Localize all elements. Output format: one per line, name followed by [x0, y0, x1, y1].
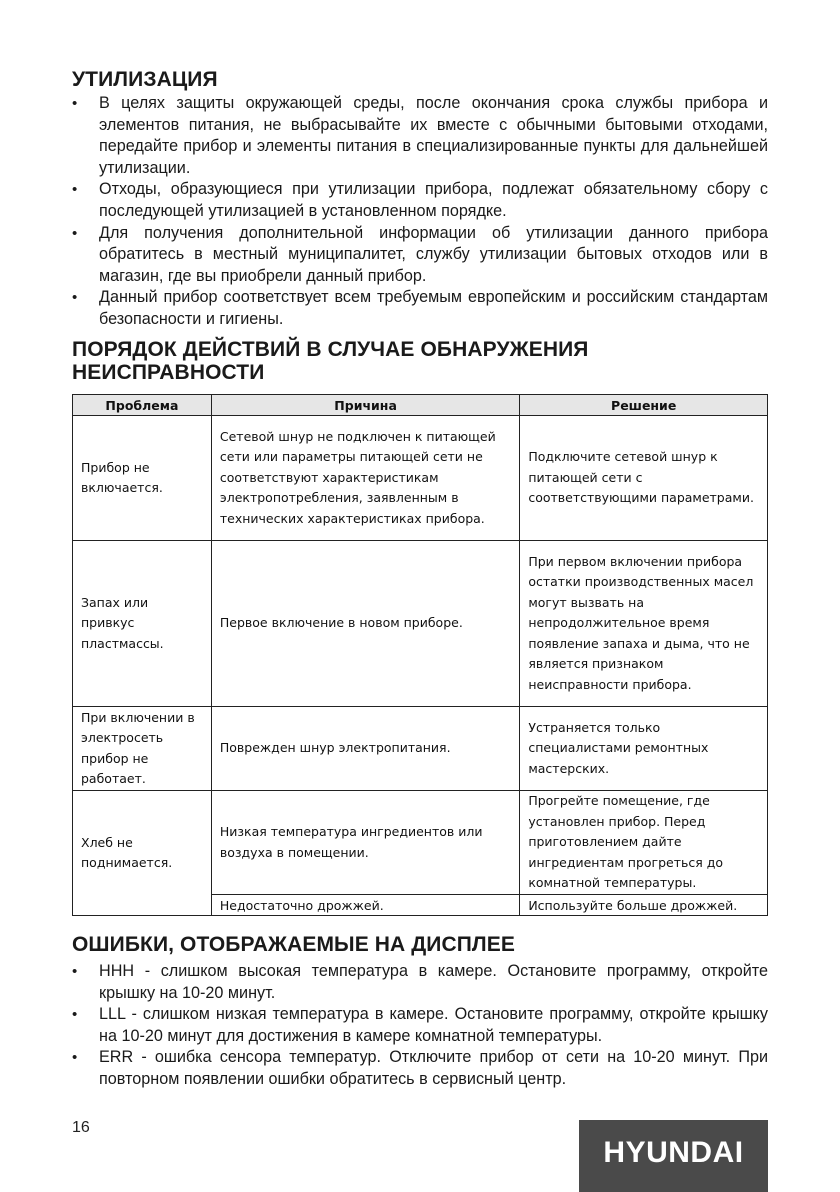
- list-item: • Данный прибор соответствует всем требуемым европейским и российским стандартам безопасности и гигиены.: [72, 288, 768, 328]
- problem-cell: Хлеб не поднимается.: [73, 791, 212, 916]
- header-cause: Причина: [211, 395, 519, 416]
- errors-title: ОШИБКИ, ОТОБРАЖАЕМЫЕ НА ДИСПЛЕЕ: [72, 933, 515, 956]
- problem-cell: При включении в электросеть прибор не работает.: [73, 707, 212, 791]
- bullet-icon: •: [72, 95, 78, 112]
- problem-cell: Прибор не включается.: [73, 416, 212, 541]
- bullet-icon: •: [72, 224, 78, 242]
- solution-cell: Устраняется только специалистами ремонтных мастерских.: [520, 707, 768, 791]
- bullet-icon: •: [72, 289, 78, 307]
- cause-cell: Низкая температура ингредиентов или воздуха в помещении.: [211, 791, 519, 895]
- header-problem: Проблема: [73, 395, 212, 416]
- list-item: • LLL - слишком низкая температура в камере. Остановите программу, откройте крышку на 10-20 минут для достижения в камере комнатной температуры.: [72, 1005, 768, 1045]
- list-item: • HHH - слишком высокая температура в камере. Остановите программу, откройте крышку на 10-20 минут.: [72, 962, 768, 1002]
- table-row: [73, 707, 768, 791]
- bullet-icon: •: [72, 1049, 78, 1067]
- brand-logo: [579, 1120, 768, 1192]
- solution-cell: Используйте больше дрожжей.: [520, 895, 768, 916]
- cause-cell: Первое включение в новом приборе.: [211, 541, 519, 707]
- list-item: • В целях защиты окружающей среды, после окончания срока службы прибора и элементов питания, не выбрасывайте их вместе с обычными бытовыми отходами, передайте прибор и элементы питания в специализированные пункты для дальнейшей утилизации.: [72, 94, 768, 177]
- solution-cell: При первом включении прибора остатки производственных масел могут вызвать на непродолжительное время появление запаха и дыма, что не является признаком неисправности прибора.: [520, 541, 768, 707]
- disposal-list: [72, 93, 768, 331]
- bullet-icon: •: [72, 1006, 78, 1024]
- troubleshooting-title: ПОРЯДОК ДЕЙСТВИЙ В СЛУЧАЕ ОБНАРУЖЕНИЯ НЕИСПРАВНОСТИ: [72, 338, 589, 384]
- page-number: 16: [72, 1119, 90, 1136]
- cause-cell: Сетевой шнур не подключен к питающей сети или параметры питающей сети не соответствуют характеристикам электропотребления, заявленным в технических характеристиках прибора.: [211, 416, 519, 541]
- table-header-row: [73, 395, 768, 416]
- table-row: [73, 416, 768, 541]
- list-item: • ERR - ошибка сенсора температур. Отключите прибор от сети на 10-20 минут. При повторном появлении ошибки обратитесь в сервисный центр.: [72, 1048, 768, 1088]
- bullet-icon: •: [72, 963, 78, 980]
- troubleshooting-table: [72, 394, 768, 916]
- header-solution: Решение: [520, 395, 768, 416]
- solution-cell: Подключите сетевой шнур к питающей сети с соответствующими параметрами.: [520, 416, 768, 541]
- cause-cell: Поврежден шнур электропитания.: [211, 707, 519, 791]
- brand-logo-text: HYUNDAI: [603, 1136, 744, 1169]
- disposal-title: УТИЛИЗАЦИЯ: [72, 68, 218, 91]
- solution-cell: Прогрейте помещение, где установлен прибор. Перед приготовлением дайте ингредиентам прогреться до комнатной температуры.: [520, 791, 768, 895]
- list-item: • Отходы, образующиеся при утилизации прибора, подлежат обязательному сбору с последующей утилизацией в установленном порядке.: [72, 180, 768, 220]
- problem-cell: Запах или привкус пластмассы.: [73, 541, 212, 707]
- cause-cell: Недостаточно дрожжей.: [211, 895, 519, 916]
- table-row: [73, 791, 768, 895]
- errors-list: [72, 961, 768, 1091]
- bullet-icon: •: [72, 181, 78, 199]
- list-item: • Для получения дополнительной информации об утилизации данного прибора обратитесь в местный муниципалитет, службу утилизации бытовых отходов или в магазин, где вы приобрели данный прибор.: [72, 223, 768, 285]
- table-row: [73, 541, 768, 707]
